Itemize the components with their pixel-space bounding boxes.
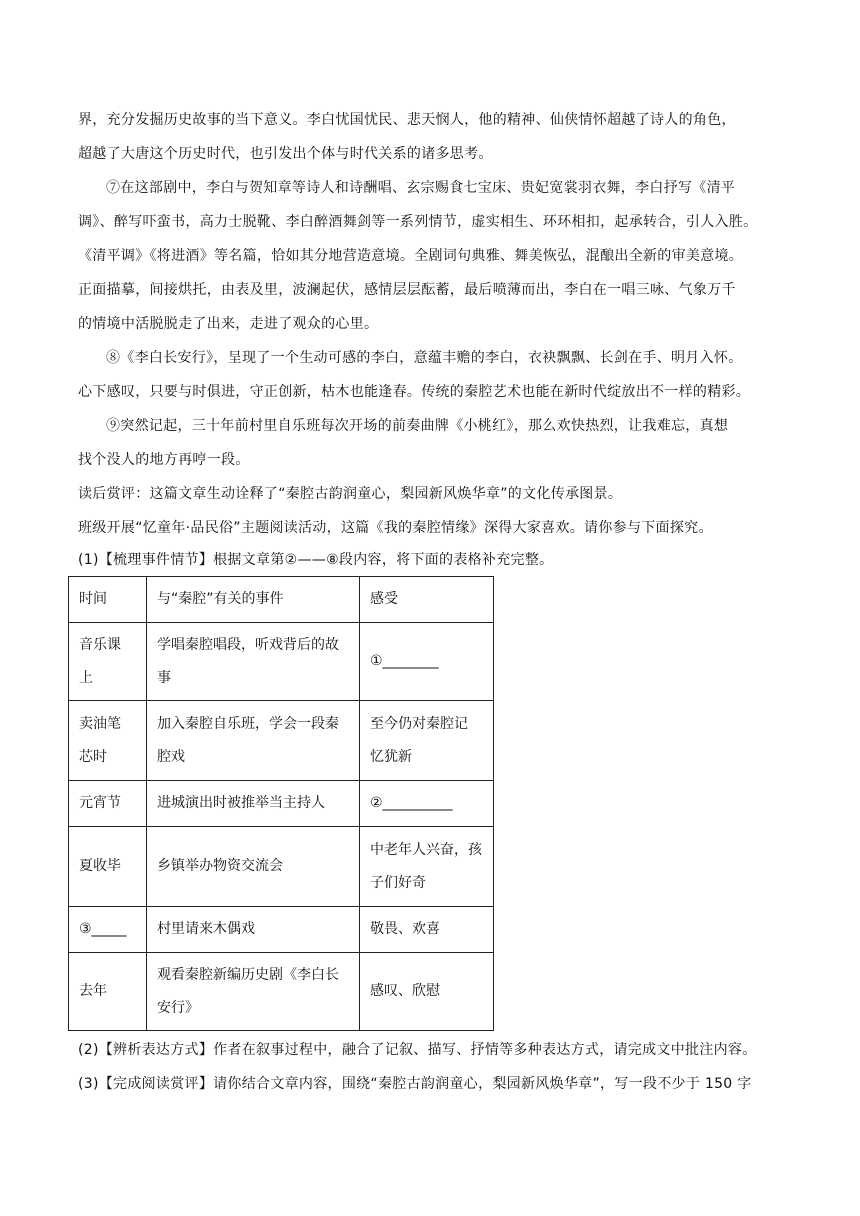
time-cell-line-2: 芯时	[79, 748, 107, 765]
review-note: 读后赏评：这篇文章生动诠释了“秦腔古韵润童心，梨园新风焕华章”的文化传承图景。	[78, 486, 623, 502]
time-cell: 去年	[69, 953, 147, 1031]
table-row	[69, 907, 494, 953]
feeling-cell: 感叹、欣慰	[360, 953, 494, 1031]
paragraph-9-line-1: ⑨突然记起，三十年前村里自乐班每次开场的前奏曲牌《小桃红》，那么欢快热烈，让我难忘，真想	[106, 418, 729, 434]
event-cell-line-2: 安行》	[157, 999, 199, 1016]
question-3: (3)【完成阅读赏评】请你结合文章内容，围绕“秦腔古韵润童心，梨园新风焕华章”，写一段不少于 150 字	[78, 1076, 752, 1092]
feeling-cell-line-1: 中老年人兴奋，孩	[370, 841, 482, 858]
paragraph-8-line-2: 心下感叹，只要与时俱进，守正创新，枯木也能逢春。传统的秦腔艺术也能在新时代绽放出不一样的精彩。	[78, 384, 751, 400]
event-cell: 村里请来木偶戏	[147, 907, 360, 953]
events-table	[68, 576, 494, 1031]
time-cell: 夏收毕	[69, 827, 147, 907]
feeling-cell: 敬畏、欢喜	[360, 907, 494, 953]
event-cell-line-2: 事	[157, 669, 171, 686]
feeling-cell-line-2: 忆犹新	[370, 748, 412, 765]
header-feeling: 感受	[360, 577, 494, 623]
time-cell-line-2: 上	[79, 669, 93, 686]
event-cell: 乡镇举办物资交流会	[147, 827, 360, 907]
feeling-cell-line-2: 子们好奇	[370, 874, 426, 891]
question-1: (1)【梳理事件情节】根据文章第②——⑧段内容，将下面的表格补充完整。	[78, 552, 554, 568]
answer-blank-3[interactable]: ③_____	[69, 907, 147, 953]
answer-blank-2[interactable]: ②__________	[360, 781, 494, 827]
paragraph-7-line-4: 正面描摹，间接烘托，由表及里，波澜起伏，感情层层酝蓄，最后喷薄而出，李白在一唱三咏、气象万千	[78, 282, 736, 298]
paragraph-7-line-5: 的情境中活脱脱走了出来，走进了观众的心里。	[78, 316, 379, 332]
event-cell-line-1: 观看秦腔新编历史剧《李白长	[157, 966, 339, 983]
event-cell-line-1: 学唱秦腔唱段，听戏背后的故	[157, 636, 339, 653]
table-row	[69, 701, 494, 781]
time-cell: 元宵节	[69, 781, 147, 827]
table-row	[69, 623, 494, 701]
answer-blank-1[interactable]: ①________	[370, 653, 439, 669]
time-cell-line-1: 音乐课	[79, 636, 121, 653]
table-header-row	[69, 577, 494, 623]
table-row	[69, 827, 494, 907]
paragraph-7-line-2: 调》、醉写吓蛮书，高力士脱靴、李白醉酒舞剑等一系列情节，虚实相生、环环相扣，起承转合，引人入胜。	[78, 214, 758, 230]
table-row	[69, 781, 494, 827]
paragraph-6-line-2: 超越了大唐这个历史时代，也引发出个体与时代关系的诸多思考。	[78, 146, 493, 162]
event-cell-line-1: 加入秦腔自乐班，学会一段秦	[157, 715, 339, 732]
paragraph-9-line-2: 找个没人的地方再哼一段。	[78, 452, 250, 468]
paragraph-7-line-3: 《清平调》《将进酒》等名篇，恰如其分地营造意境。全剧词句典雅、舞美恢弘，混酿出全新的审美意境。	[78, 248, 744, 264]
header-event: 与“秦腔”有关的事件	[147, 577, 360, 623]
table-row	[69, 953, 494, 1031]
activity-intro: 班级开展“忆童年·品民俗”主题阅读活动，这篇《我的秦腔情缘》深得大家喜欢。请你参与下面探究。	[78, 520, 713, 536]
time-cell-line-1: 卖油笔	[79, 715, 121, 732]
paragraph-6-line-1: 界，充分发掘历史故事的当下意义。李白忧国忧民、悲天悯人，他的精神、仙侠情怀超越了诗人的角色，	[78, 112, 736, 128]
event-cell-line-2: 腔戏	[157, 748, 185, 765]
paragraph-7-line-1: ⑦在这部剧中，李白与贺知章等诗人和诗酬唱、玄宗赐食七宝床、贵妃宽裳羽衣舞，李白抒写《清平	[106, 180, 736, 196]
event-cell: 进城演出时被推举当主持人	[147, 781, 360, 827]
question-2: (2)【辨析表达方式】作者在叙事过程中，融合了记叙、描写、抒情等多种表达方式，请完成文中批注内容。	[78, 1042, 757, 1058]
header-time: 时间	[69, 577, 147, 623]
feeling-cell-line-1: 至今仍对秦腔记	[370, 715, 468, 732]
paragraph-8-line-1: ⑧《李白长安行》，呈现了一个生动可感的李白，意蕴丰赡的李白，衣袂飘飘、长剑在手、明月入怀。	[106, 350, 743, 366]
